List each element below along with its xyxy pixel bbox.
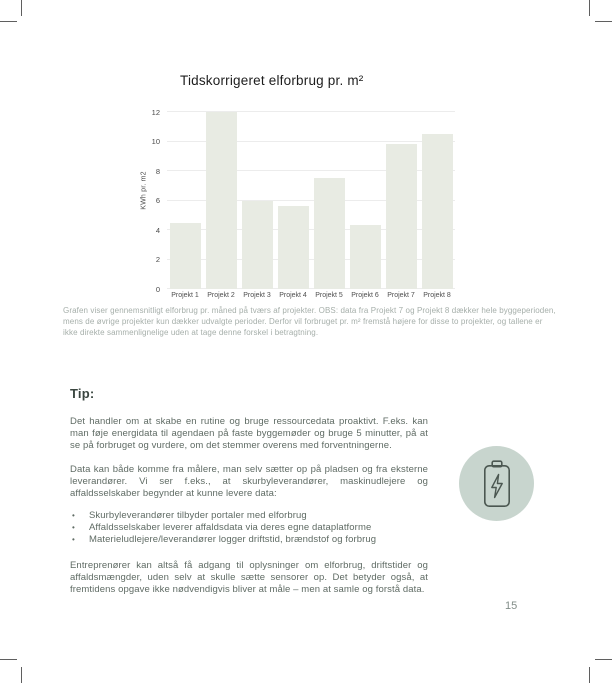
bar-slot	[419, 112, 455, 289]
y-tick-label: 0	[155, 284, 160, 294]
data-sources-bullet-list	[70, 510, 430, 545]
bar	[314, 178, 345, 289]
bar-slot	[239, 112, 275, 289]
battery-bolt-glyph	[482, 460, 512, 508]
crop-mark	[21, 667, 22, 683]
x-tick-label: Projekt 7	[387, 292, 415, 299]
chart-plot	[151, 107, 455, 294]
y-tick-label: 12	[151, 107, 160, 117]
bar	[278, 206, 309, 289]
x-tick-label: Projekt 4	[279, 292, 307, 299]
x-tick-label: Projekt 5	[315, 292, 343, 299]
crop-mark	[589, 667, 590, 683]
bar	[422, 134, 453, 289]
bar-series	[167, 112, 455, 289]
crop-mark	[0, 659, 17, 660]
bar	[242, 201, 273, 290]
y-tick-label: 10	[151, 136, 160, 146]
chart-y-axis-label: KWh pr. m2	[140, 171, 148, 210]
list-item: • Materieludlejere/leverandører logger driftstid, brændstof og forbrug	[70, 534, 430, 546]
bar	[170, 223, 201, 289]
chart-title: Tidskorrigeret elforbrug pr. m²	[180, 73, 364, 88]
tip-paragraph-1: Det handler om at skabe en rutine og bruge ressourcedata proaktivt. F.eks. kan man føje energidata til agendaen på faste byggemøder og bruge 5 minutter, på at se på forbruget og vurdere, om det stemmer overens med forventningerne.	[70, 416, 428, 452]
tip-paragraph-2: Data kan både komme fra målere, man selv sætter op på pladsen og fra eksterne leverandører. Vi ser f.eks., at skurbyleverandører, maskinudlejere og affaldsselskaber begynder at kunne levere data:	[70, 464, 428, 500]
chart-caption: Grafen viser gennemsnitligt elforbrug pr. måned på tværs af projekter. OBS: data fra Projekt 7 og Projekt 8 dækker hele byggeperioden, mens de øvrige projekter kun dækker udvalgte perioder. Derfor vil forbruget pr. m² fremstå højere for disse to projekter, og tallene er ikke direkte sammenlignelige uden at tage denne forskel i betragtning.	[63, 306, 556, 337]
chart-x-axis-labels	[167, 292, 455, 299]
x-tick-label: Projekt 2	[207, 292, 235, 299]
x-tick-label: Projekt 3	[243, 292, 271, 299]
x-tick-label: Projekt 6	[351, 292, 379, 299]
battery-charging-icon	[459, 446, 534, 521]
bar-slot	[275, 112, 311, 289]
bar	[386, 144, 417, 289]
bar	[350, 225, 381, 289]
x-tick-label: Projekt 1	[171, 292, 199, 299]
list-item: • Affaldsselskaber leverer affaldsdata via deres egne dataplatforme	[70, 522, 430, 534]
crop-mark	[589, 0, 590, 16]
tip-paragraph-3: Entreprenører kan altså få adgang til oplysninger om elforbrug, driftstider og affaldsmængder, uden selv at skulle sætte sensorer op. Det betyder også, at fremtidens opgave ikke nødvendigvis bliver at måle – men at samle og forstå data.	[70, 560, 428, 596]
crop-mark	[595, 21, 612, 22]
y-tick-label: 8	[155, 166, 160, 176]
y-tick-label: 4	[155, 225, 160, 235]
bar-slot	[383, 112, 419, 289]
y-tick-label: 6	[155, 195, 160, 205]
bar-slot	[347, 112, 383, 289]
tip-heading: Tip:	[70, 386, 95, 401]
x-tick-label: Projekt 8	[423, 292, 451, 299]
list-item: • Skurbyleverandører tilbyder portaler med elforbrug	[70, 510, 430, 522]
bar	[206, 112, 237, 289]
crop-mark	[0, 21, 17, 22]
bar-slot	[167, 112, 203, 289]
page-number: 15	[505, 600, 518, 612]
bar-slot	[203, 112, 239, 289]
bar-slot	[311, 112, 347, 289]
y-tick-label: 2	[155, 254, 160, 264]
crop-mark	[21, 0, 22, 16]
crop-mark	[595, 659, 612, 660]
